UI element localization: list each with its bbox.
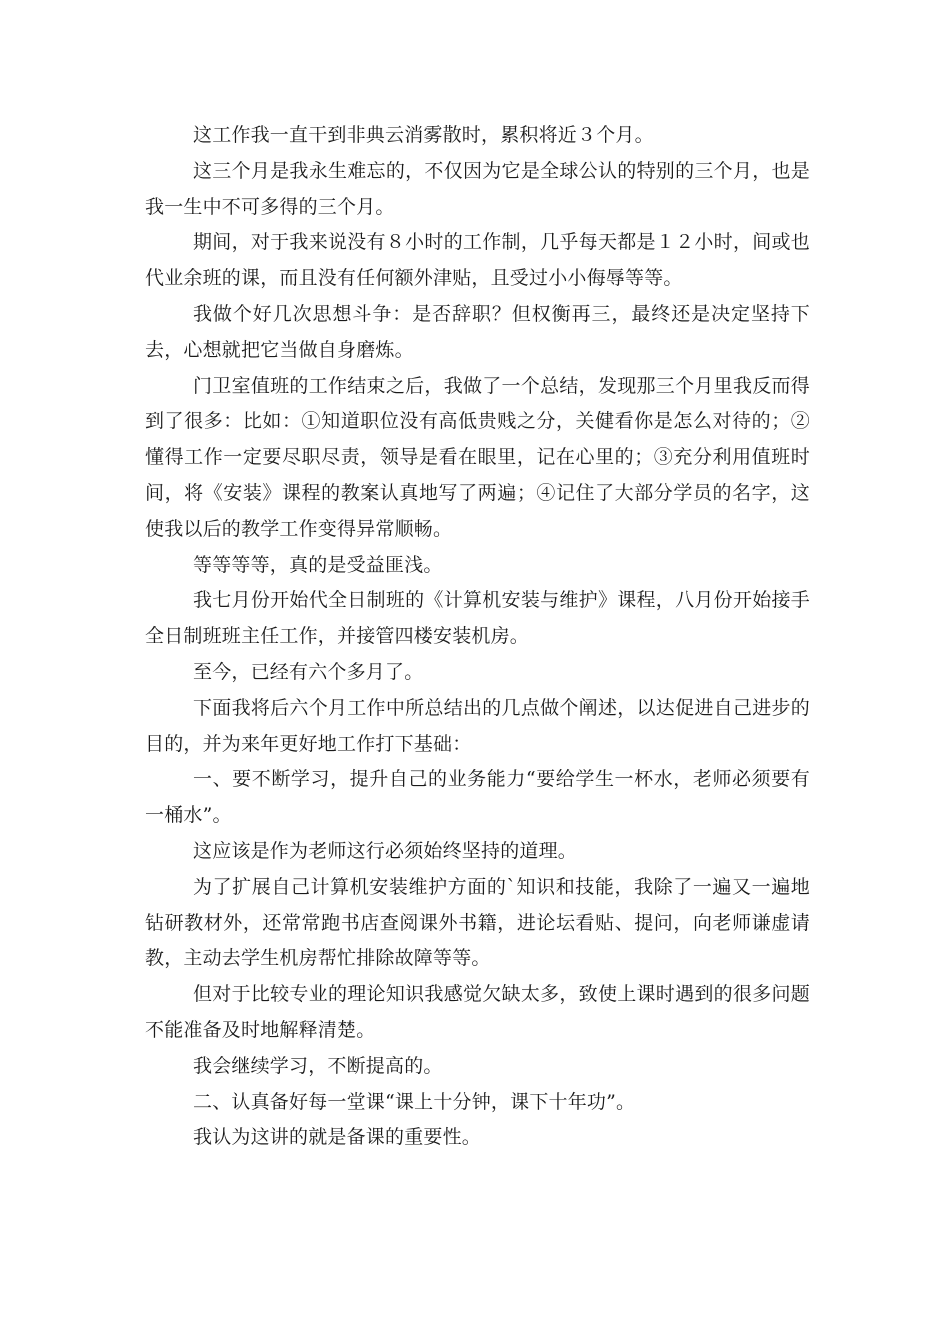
paragraph: 等等等等，真的是受益匪浅。 <box>193 553 443 576</box>
paragraph: 但对于比较专业的理论知识我感觉欠缺太多，致使上课时遇到的很多问题不能准备及时地解释清楚。 <box>145 983 810 1041</box>
paragraph: 至今，已经有六个多月了。 <box>193 660 424 683</box>
paragraph: 这应该是作为老师这行必须始终坚持的道理。 <box>193 839 578 862</box>
paragraph: 二、认真备好每一堂课“课上十分钟，课下十年功”。 <box>193 1090 636 1113</box>
paragraph: 一、要不断学习，提升自己的业务能力“要给学生一杯水，老师必须要有一桶水”。 <box>145 768 810 827</box>
paragraph: 我认为这讲的就是备课的重要性。 <box>193 1126 482 1149</box>
paragraph: 我会继续学习，不断提高的。 <box>193 1054 443 1077</box>
paragraph: 我做个好几次思想斗争：是否辞职？但权衡再三，最终还是决定坚持下去，心想就把它当做自身磨炼。 <box>145 302 810 361</box>
paragraph: 这工作我一直干到非典云消雾散时，累积将近３个月。 <box>193 124 654 146</box>
paragraph: 为了扩展自己计算机安装维护方面的`知识和技能，我除了一遍又一遍地钻研教材外，还常常跑书店查阅课外书籍，进论坛看贴、提问，向老师谦虚请教，主动去学生机房帮忙排除故障等等。 <box>145 875 810 970</box>
paragraph: 我七月份开始代全日制班的《计算机安装与维护》课程，八月份开始接手全日制班班主任工作，并接管四楼安装机房。 <box>145 589 810 648</box>
document-body <box>145 118 810 1156</box>
paragraph: 下面我将后六个月工作中所总结出的几点做个阐述，以达促进自己进步的目的，并为来年更好地工作打下基础： <box>145 696 810 755</box>
paragraph: 这三个月是我永生难忘的，不仅因为它是全球公认的特别的三个月，也是我一生中不可多得的三个月。 <box>145 159 810 218</box>
paragraph: 期间，对于我来说没有８小时的工作制，几乎每天都是１２小时，间或也代业余班的课，而且没有任何额外津贴，且受过小小侮辱等等。 <box>145 231 810 290</box>
paragraph: 门卫室值班的工作结束之后，我做了一个总结，发现那三个月里我反而得到了很多：比如：①知道职位没有高低贵贱之分，关健看你是怎么对待的；②懂得工作一定要尽职尽责，领导是看在眼里，记在心里的；③充分利用值班时间，将《安装》课程的教案认真地写了两遍；④记住了大部分学员的名字，这使我以后的教学工作变得异常顺畅。 <box>145 374 810 540</box>
